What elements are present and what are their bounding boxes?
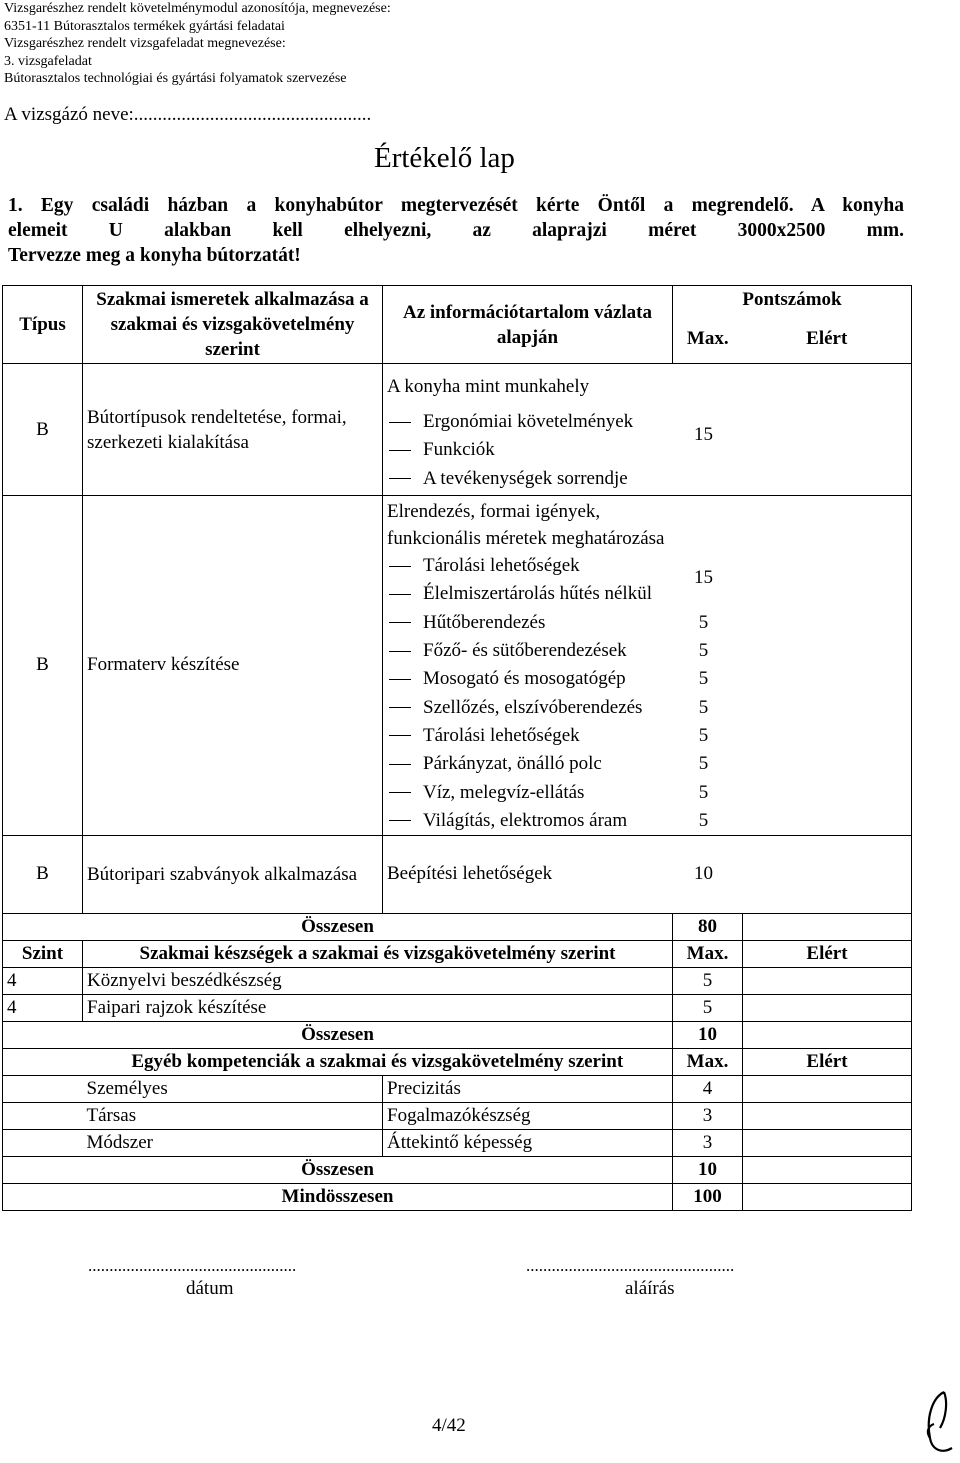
skills-achieved-header: Elért <box>743 940 912 967</box>
other-max-header: Max. <box>673 1048 743 1075</box>
skills-max-header: Max. <box>673 940 743 967</box>
page-title: Értékelő lap <box>374 142 515 174</box>
header-max: Max. <box>673 314 743 364</box>
dash <box>389 679 411 680</box>
outline-item: Tárolási lehetőségek <box>387 552 669 580</box>
header-line: Vizsgarészhez rendelt követelménymodul azonosítója, megnevezése: <box>4 1 391 16</box>
header-achieved: Elért <box>743 314 912 364</box>
outline-item <box>387 637 739 665</box>
header-line: 3. vizsgafeladat <box>4 53 92 69</box>
dash <box>389 792 411 793</box>
outline-item-max: 5 <box>698 781 709 803</box>
outline-item-max: 5 <box>698 809 709 831</box>
outline-item-label: Tárolási lehetőségek <box>423 724 580 746</box>
header-type: Típus <box>3 286 83 364</box>
section3-type: B <box>3 835 83 913</box>
outline-item-label: Világítás, elektromos áram <box>423 809 628 831</box>
total-label: Összesen <box>3 1156 673 1183</box>
section3-achieved <box>743 835 912 913</box>
section1-type: B <box>3 364 83 496</box>
total-achieved <box>743 913 912 940</box>
other-achieved <box>743 1075 912 1102</box>
section1-outline <box>383 364 743 496</box>
dash <box>389 478 411 479</box>
other-blank <box>3 1075 83 1102</box>
section2-max-a: 15 <box>694 567 713 589</box>
other-category: Társas <box>83 1102 383 1129</box>
grand-total-achieved <box>743 1183 912 1210</box>
dash <box>389 422 411 423</box>
evaluation-table <box>2 285 912 1211</box>
section2-intro-b: funkcionális méretek meghatározása <box>387 528 665 549</box>
outline-item <box>387 807 739 835</box>
task-description <box>8 193 904 268</box>
other-label: Áttekintő képesség <box>383 1129 673 1156</box>
total-max: 80 <box>673 913 743 940</box>
header-line: Bútorasztalos technológiai és gyártási folyamatok szervezése <box>4 71 347 86</box>
total-label: Összesen <box>3 913 673 940</box>
header-outline: Az információtartalom vázlata alapján <box>383 286 673 364</box>
outline-item <box>387 778 739 806</box>
section1-topic: Bútortípusok rendeltetése, formai, szerkezeti kialakítása <box>83 364 383 496</box>
section2-topic: Formaterv készítése <box>83 496 383 836</box>
total-max: 10 <box>673 1021 743 1048</box>
other-achieved-header: Elért <box>743 1048 912 1075</box>
dash <box>389 594 411 595</box>
page-number: 4/42 <box>432 1415 466 1436</box>
outline-item-max: 5 <box>698 696 709 718</box>
dash <box>389 735 411 736</box>
outline-item-label: Főző- és sütőberendezések <box>423 640 627 662</box>
section1-achieved <box>743 364 912 496</box>
outline-item-max: 5 <box>698 724 709 746</box>
outline-item: Élelmiszertárolás hűtés nélkül <box>387 580 669 608</box>
outline-item-label: Hűtőberendezés <box>423 611 546 633</box>
outline-item <box>387 609 739 637</box>
task-line: Tervezze meg a konyha bútorzatát! <box>8 245 301 266</box>
other-blank <box>3 1129 83 1156</box>
skill-label: Köznyelvi beszédkészség <box>83 967 673 994</box>
section1-intro: A konyha mint munkahely <box>387 376 590 397</box>
publisher-logo-icon <box>922 1388 956 1458</box>
other-max: 4 <box>673 1075 743 1102</box>
candidate-name-field: A vizsgázó neve:.................................................. <box>4 104 372 125</box>
section3-max: 10 <box>694 863 713 885</box>
dash <box>389 764 411 765</box>
section1-max: 15 <box>694 424 713 446</box>
task-line: 1. Egy családi házban a konyhabútor megtervezését kérte Öntől a megrendelő. A konyha <box>8 195 904 216</box>
dash <box>389 450 411 451</box>
outline-item <box>387 750 739 778</box>
skill-level: 4 <box>3 994 83 1021</box>
other-blank <box>3 1048 83 1075</box>
section2-intro-a: Elrendezés, formai igények, <box>387 501 601 522</box>
task-line: elemeit U alakban kell elhelyezni, az alaprajzi méret 3000x2500 mm. <box>8 220 904 241</box>
dash <box>389 651 411 652</box>
section3-outline: Beépítési lehetőségek 10 <box>383 835 743 913</box>
total-max: 10 <box>673 1156 743 1183</box>
section2-items <box>387 609 739 835</box>
header-scores: Pontszámok <box>673 286 912 314</box>
dash <box>389 622 411 623</box>
outline-item: Ergonómiai követelmények <box>387 408 669 436</box>
outline-item <box>387 722 739 750</box>
header-knowledge: Szakmai ismeretek alkalmazása a szakmai és vizsgakövetelmény szerint <box>83 286 383 364</box>
skill-level: 4 <box>3 967 83 994</box>
other-max: 3 <box>673 1102 743 1129</box>
other-achieved <box>743 1129 912 1156</box>
skill-max: 5 <box>673 994 743 1021</box>
grand-total-label: Mindösszesen <box>3 1183 673 1210</box>
other-title: Egyéb kompetenciák a szakmai és vizsgakövetelmény szerint <box>83 1048 673 1075</box>
section2-achieved <box>743 496 912 836</box>
section3-topic: Bútoripari szabványok alkalmazása <box>83 835 383 913</box>
skill-max: 5 <box>673 967 743 994</box>
signature-dots: ................................................. <box>526 1256 735 1275</box>
other-category: Módszer <box>83 1129 383 1156</box>
grand-total-max: 100 <box>673 1183 743 1210</box>
skill-achieved <box>743 994 912 1021</box>
other-label: Precizitás <box>383 1075 673 1102</box>
date-dots: ................................................. <box>88 1256 297 1275</box>
outline-item <box>387 693 739 721</box>
outline-item-max: 5 <box>698 753 709 775</box>
outline-item-max: 5 <box>698 640 709 662</box>
date-label: dátum <box>186 1278 234 1299</box>
outline-item-label: Mosogató és mosogatógép <box>423 668 626 690</box>
total-achieved <box>743 1021 912 1048</box>
total-label: Összesen <box>3 1021 673 1048</box>
outline-item: Funkciók <box>387 436 669 464</box>
outline-item-label: Víz, melegvíz-ellátás <box>423 781 585 803</box>
outline-item-label: Párkányzat, önálló polc <box>423 753 602 775</box>
skills-title: Szakmai készségek a szakmai és vizsgakövetelmény szerint <box>83 940 673 967</box>
other-blank <box>3 1102 83 1129</box>
outline-item-max: 5 <box>698 611 709 633</box>
header-line: Vizsgarészhez rendelt vizsgafeladat megnevezése: <box>4 36 286 51</box>
header-line: 6351-11 Bútorasztalos termékek gyártási feladatai <box>4 18 285 34</box>
other-achieved <box>743 1102 912 1129</box>
skills-level-header: Szint <box>3 940 83 967</box>
outline-item: A tevékenységek sorrendje <box>387 465 669 493</box>
section2-type: B <box>3 496 83 836</box>
other-max: 3 <box>673 1129 743 1156</box>
total-achieved <box>743 1156 912 1183</box>
outline-item-label: Szellőzés, elszívóberendezés <box>423 696 643 718</box>
section2-outline <box>383 496 743 836</box>
other-label: Fogalmazókészség <box>383 1102 673 1129</box>
dash <box>389 707 411 708</box>
dash <box>389 566 411 567</box>
skill-label: Faipari rajzok készítése <box>83 994 673 1021</box>
dash <box>389 820 411 821</box>
outline-item-max: 5 <box>698 668 709 690</box>
document-header <box>4 0 391 88</box>
signature-label: aláírás <box>625 1278 675 1299</box>
outline-item <box>387 665 739 693</box>
skill-achieved <box>743 967 912 994</box>
other-category: Személyes <box>83 1075 383 1102</box>
